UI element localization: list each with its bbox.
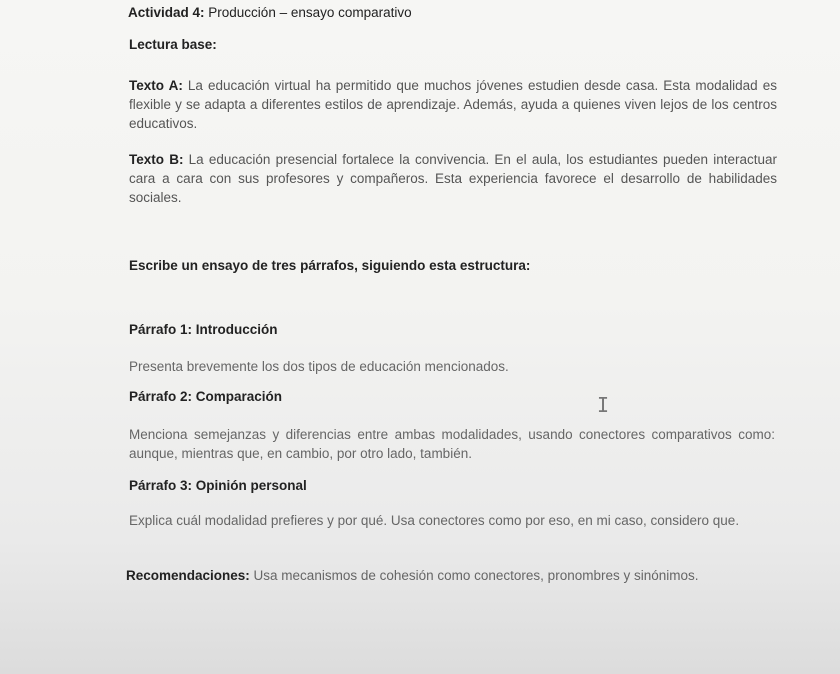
paragraph-3-label: Párrafo 3: Opinión personal xyxy=(129,478,307,493)
activity-title: Actividad 4: Producción – ensayo comparativo xyxy=(128,5,412,20)
essay-instruction: Escribe un ensayo de tres párrafos, siguiendo esta estructura: xyxy=(129,258,531,273)
recommendations: Recomendaciones: Usa mecanismos de cohesión como conectores, pronombres y sinónimos. xyxy=(126,568,699,583)
paragraph-1-label: Párrafo 1: Introducción xyxy=(129,322,278,337)
text-cursor-icon: I xyxy=(597,393,610,417)
texto-b-paragraph: Texto B: La educación presencial fortalece la convivencia. En el aula, los estudiantes pueden interactuar cara a cara con sus profesores y compañeros. Esta experiencia favorece el desarrollo de habilidades sociales. xyxy=(129,152,777,205)
texto-a-paragraph: Texto A: La educación virtual ha permitido que muchos jóvenes estudien desde casa. Esta modalidad es flexible y se adapta a diferentes estilos de aprendizaje. Además, ayuda a quienes viven lejos de los centros educativos. xyxy=(129,78,777,131)
reading-heading: Lectura base: xyxy=(129,37,217,52)
paragraph-2-description: Menciona semejanzas y diferencias entre ambas modalidades, usando conectores comparativos como: aunque, mientras que, en cambio, por otro lado, también. xyxy=(129,427,775,461)
paragraph-1-description: Presenta brevemente los dos tipos de educación mencionados. xyxy=(129,359,509,374)
paragraph-3-description: Explica cuál modalidad prefieres y por qué. Usa conectores como por eso, en mi caso, considero que. xyxy=(129,513,740,528)
paragraph-2-label: Párrafo 2: Comparación xyxy=(129,389,283,404)
